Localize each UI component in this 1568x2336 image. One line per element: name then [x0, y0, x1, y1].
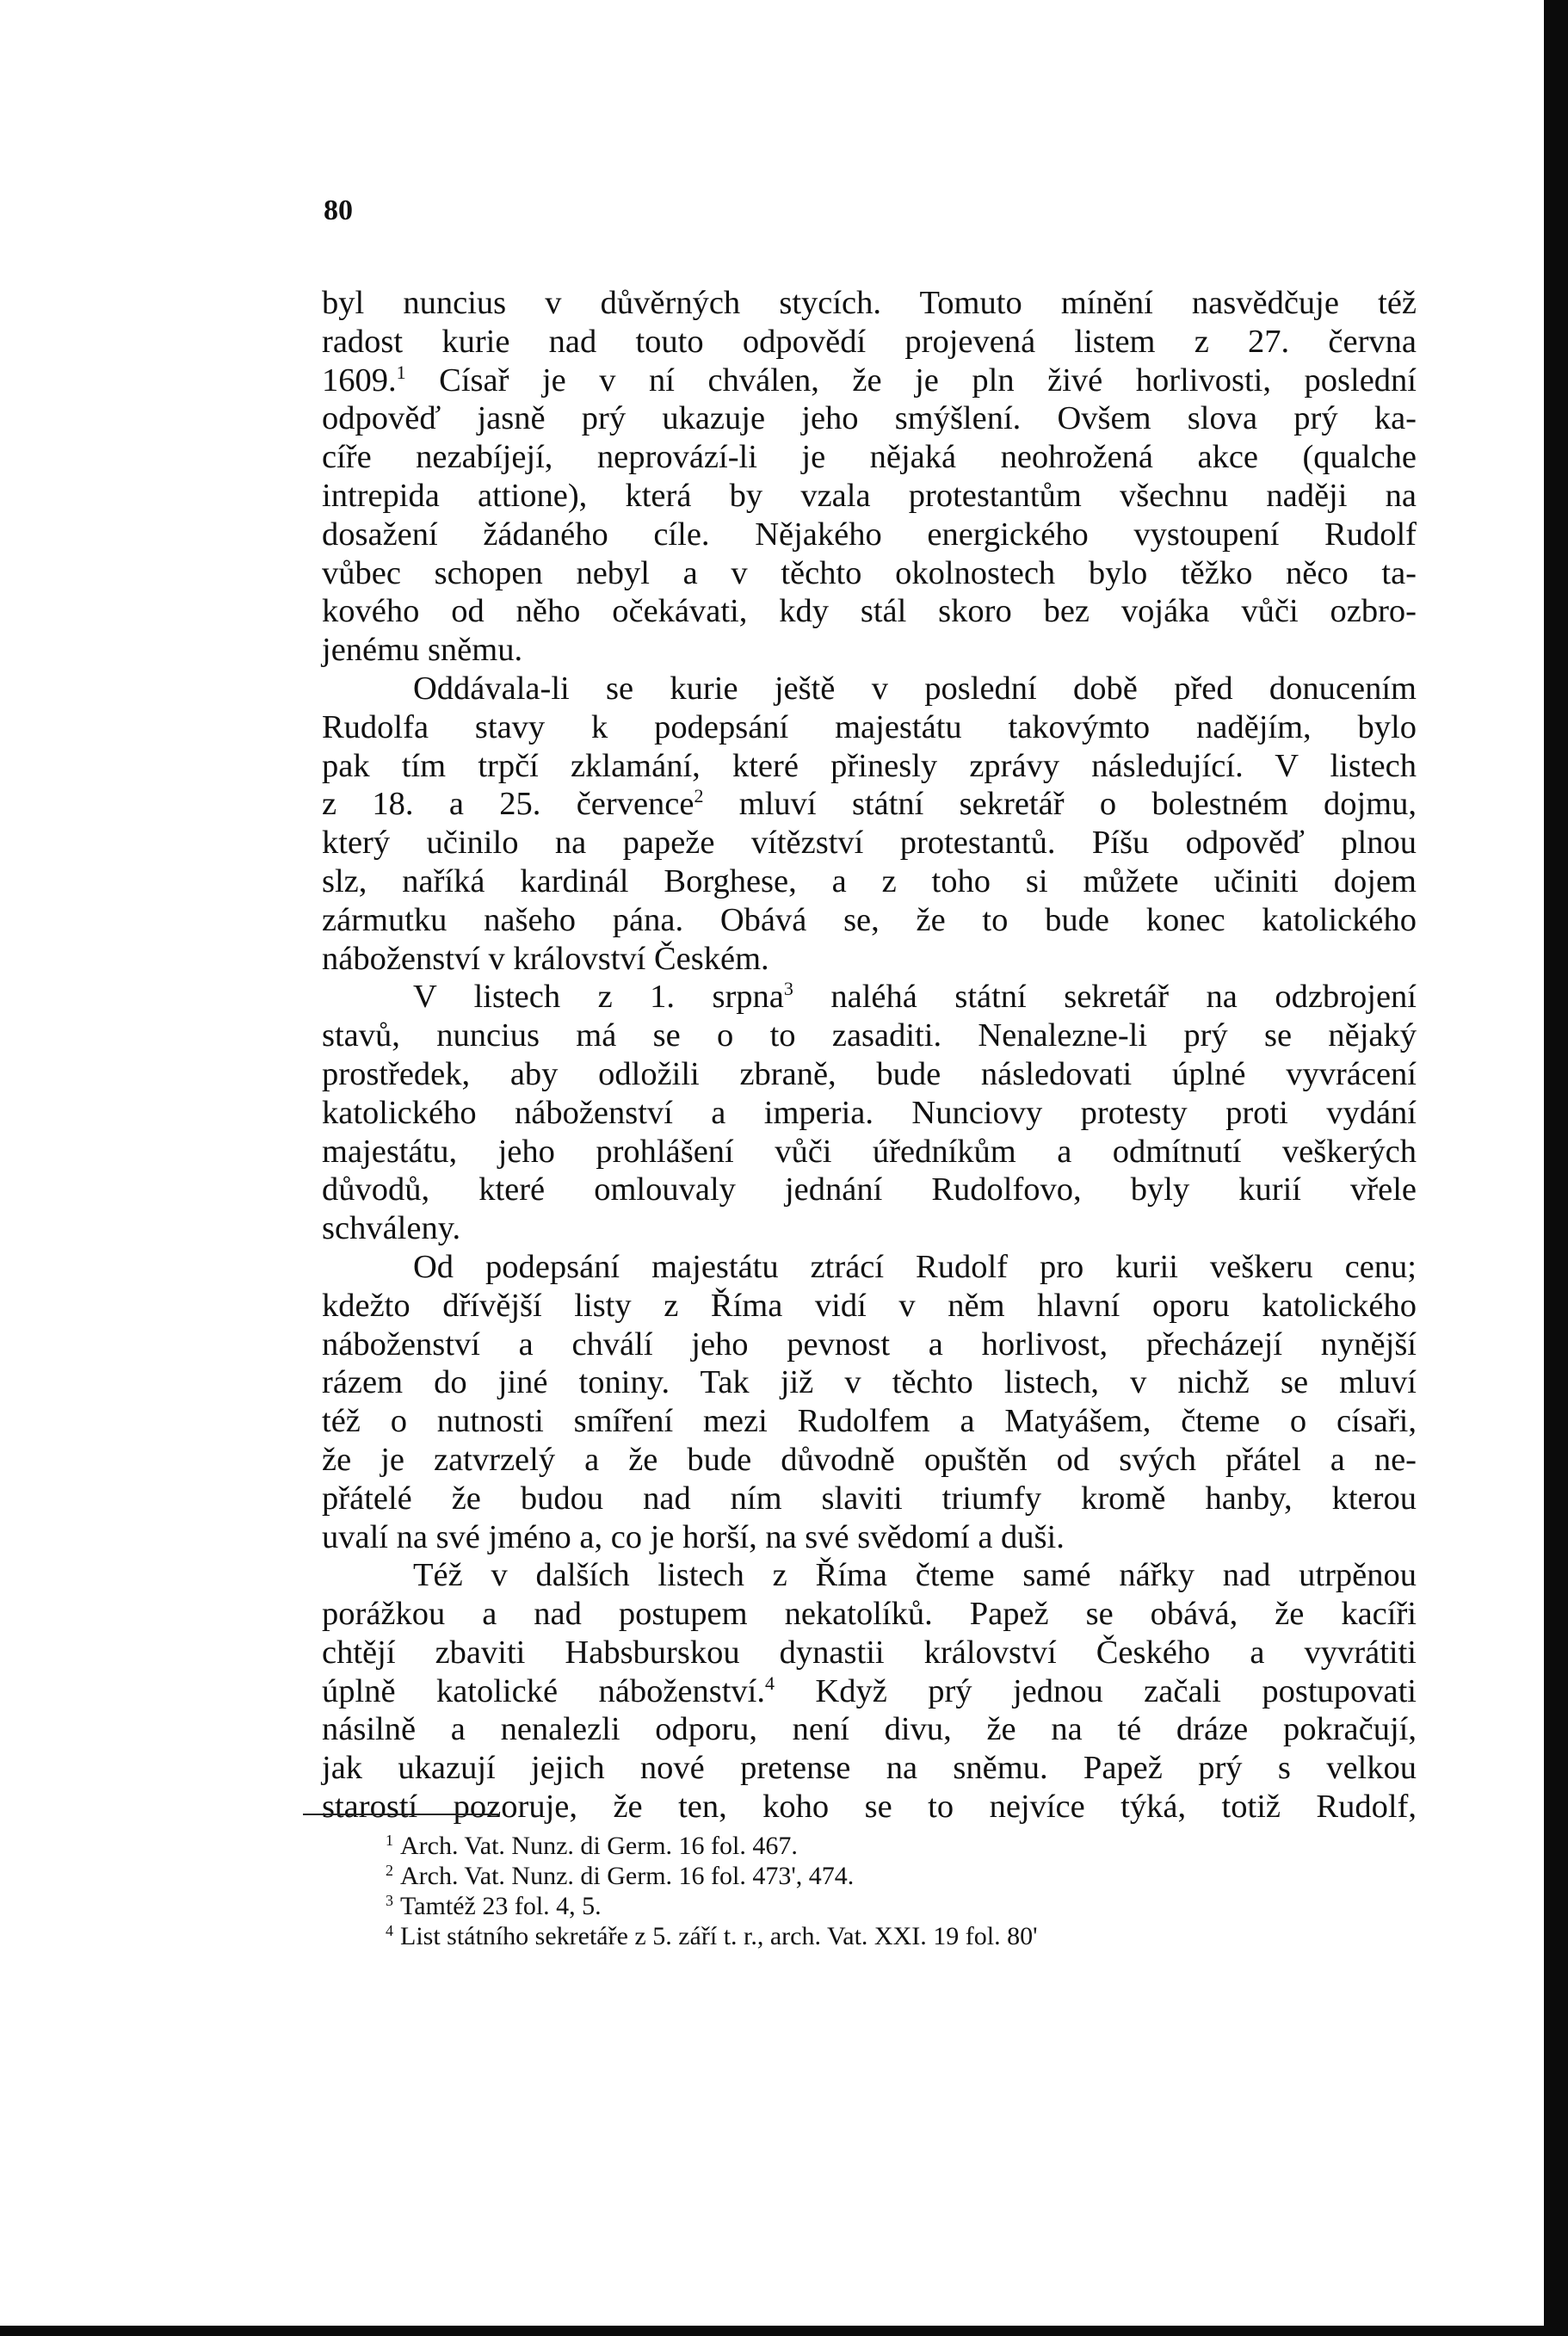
text-line: rázem do jiné toniny. Tak již v těchto listech, v nichž se mluví — [322, 1364, 1417, 1401]
text-line: prostředek, aby odložili zbraně, bude následovati úplné vyvrácení — [322, 1055, 1417, 1092]
footnote-text: Arch. Vat. Nunz. di Germ. 16 fol. 473', 474. — [400, 1862, 855, 1890]
footnote-mark: 4 — [386, 1922, 393, 1939]
footnote — [386, 1891, 1418, 1921]
text-line: násilně a nenalezli odporu, není divu, že na té dráze pokračují, — [322, 1711, 1417, 1748]
text-line: 1609.$^1$ Císař je v ní chválen, že je pln živé horlivosti, poslední — [322, 361, 1417, 399]
text-line: radost kurie nad touto odpovědí projevená listem z 27. června — [322, 323, 1417, 360]
footnote-mark: 1 — [386, 1832, 393, 1849]
footnote-reference: 1 — [396, 361, 406, 383]
paragraph — [322, 978, 1417, 1248]
paragraph — [322, 1248, 1417, 1556]
paragraph — [322, 670, 1417, 978]
text-line: Rudolfa stavy k podepsání majestátu takovýmto nadějím, bylo — [322, 708, 1417, 745]
footnote-text: List státního sekretáře z 5. září t. r., arch. Vat. XXI. 19 fol. 80' — [400, 1922, 1038, 1950]
text-line: též o nutnosti smíření mezi Rudolfem a Matyášem, čteme o císaři, — [322, 1403, 1417, 1440]
text-line: Oddávala-li se kurie ještě v poslední době před donucením — [413, 670, 1417, 707]
text-line: z 18. a 25. července$^2$ mluví státní sekretář o bolestném dojmu, — [322, 785, 1417, 823]
text-line: dosažení žádaného cíle. Nějakého energického vystoupení Rudolf — [322, 516, 1417, 553]
text-line: kového od něho očekávati, kdy stál skoro bez vojáka vůči ozbro- — [322, 593, 1417, 630]
text-line: majestátu, jeho prohlášení vůči úředníkům a odmítnutí veškerých — [322, 1133, 1417, 1170]
text-line: kdežto dřívější listy z Říma vidí v něm hlavní oporu katolického — [322, 1287, 1417, 1324]
text-line: úplně katolické náboženství.$^4$ Když prý jednou začali postupovati — [322, 1672, 1417, 1709]
text-line: jak ukazují jejich nové pretense na sněmu. Papež prý s velkou — [322, 1750, 1417, 1787]
text-line: starostí pozoruje, že ten, koho se to nejvíce týká, totiž Rudolf, — [322, 1789, 1417, 1826]
body-text — [322, 284, 1417, 1826]
text-line: Též v dalších listech z Říma čteme samé nářky nad utrpěnou — [413, 1557, 1417, 1594]
text-line: který učinilo na papeže vítězství protestantů. Píšu odpověď plnou — [322, 825, 1417, 862]
footnote — [386, 1921, 1418, 1951]
text-line: schváleny. — [322, 1210, 461, 1247]
text-line: přátelé že budou nad ním slaviti triumfy kromě hanby, kterou — [322, 1480, 1417, 1517]
text-line: chtějí zbaviti Habsburskou dynastii království Českého a vyvrátiti — [322, 1634, 1417, 1671]
footnote-text: Tamtéž 23 fol. 4, 5. — [400, 1892, 602, 1920]
footnote-separator — [303, 1814, 499, 1815]
footnote-text: Arch. Vat. Nunz. di Germ. 16 fol. 467. — [400, 1832, 798, 1860]
text-line: Od podepsání majestátu ztrácí Rudolf pro kurii veškeru cenu; — [413, 1248, 1417, 1285]
text-line: náboženství a chválí jeho pevnost a horlivost, přecházejí nynější — [322, 1326, 1417, 1363]
footnote-mark: 2 — [386, 1862, 393, 1879]
text-line: katolického náboženství a imperia. Nunciovy protesty proti vydání — [322, 1094, 1417, 1131]
text-line: cíře nezabíjejí, neprovází-li je nějaká neohrožená akce (qualche — [322, 439, 1417, 476]
footnote-mark: 3 — [386, 1892, 393, 1909]
text-line: náboženství v království Českém. — [322, 940, 769, 977]
text-line: že je zatvrzelý a že bude důvodně opuštěn od svých přátel a ne- — [322, 1441, 1417, 1478]
text-line: intrepida attione), která by vzala protestantům všechnu naději na — [322, 477, 1417, 514]
text-line: jenému sněmu. — [322, 632, 523, 669]
footnote-reference: 3 — [783, 978, 793, 1000]
text-line: odpověď jasně prý ukazuje jeho smýšlení. Ovšem slova prý ka- — [322, 400, 1417, 437]
text-line: vůbec schopen nebyl a v těchto okolnostech bylo těžko něco ta- — [322, 554, 1417, 591]
page-number: 80 — [324, 195, 353, 226]
text-line: porážkou a nad postupem nekatolíků. Papež se obává, že kacíři — [322, 1596, 1417, 1633]
footnote — [386, 1831, 1418, 1861]
text-line: důvodů, které omlouvaly jednání Rudolfovo, byly kurií vřele — [322, 1171, 1417, 1208]
footnotes — [386, 1831, 1418, 1951]
text-line: slz, naříká kardinál Borghese, a z toho si můžete učiniti dojem — [322, 862, 1417, 899]
text-line: stavů, nuncius má se o to zasaditi. Nenalezne-li prý se nějaký — [322, 1017, 1417, 1054]
footnote-reference: 4 — [765, 1672, 775, 1694]
text-line: V listech z 1. srpna$^3$ naléhá státní sekretář na odzbrojení — [413, 978, 1417, 1016]
text-line: zármutku našeho pána. Obává se, že to bude konec katolického — [322, 901, 1417, 938]
footnote — [386, 1861, 1418, 1891]
text-line: byl nuncius v důvěrných stycích. Tomuto mínění nasvědčuje též — [322, 285, 1417, 321]
text-line: uvalí na své jméno a, co je horší, na své svědomí a duši. — [322, 1518, 1065, 1555]
footnote-reference: 2 — [694, 785, 704, 807]
paragraph — [322, 284, 1417, 670]
text-line: pak tím trpčí zklamání, které přinesly zprávy následující. V listech — [322, 747, 1417, 784]
paragraph — [322, 1556, 1417, 1826]
